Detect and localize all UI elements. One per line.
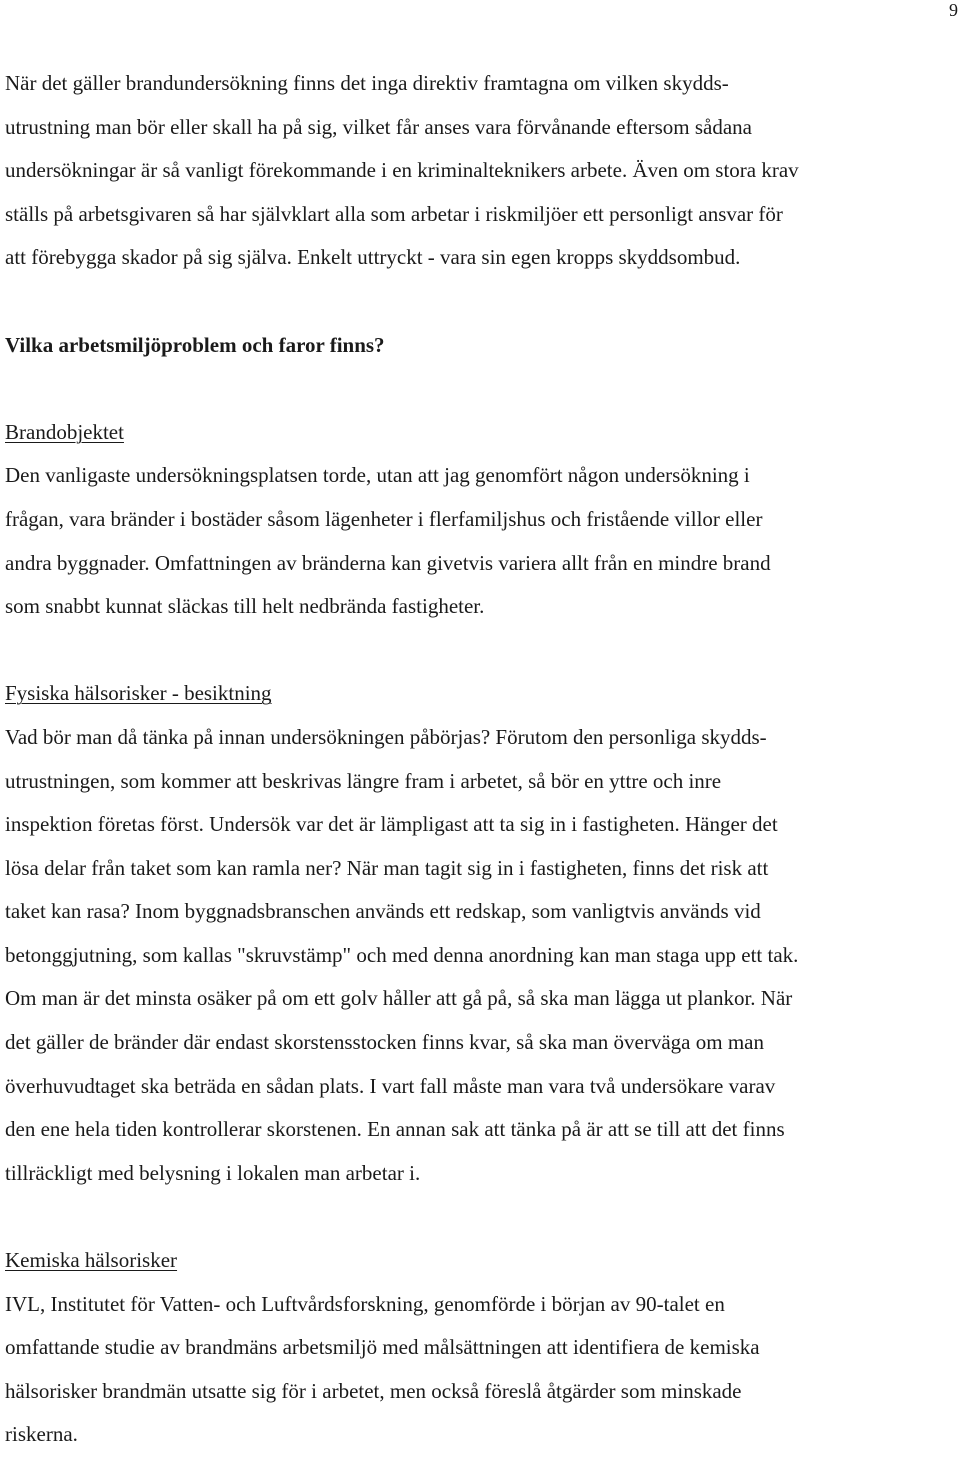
section-heading: Vilka arbetsmiljöproblem och faror finns? (5, 332, 385, 357)
document-body (5, 62, 960, 1457)
section-fysiska-halsorisker (5, 672, 960, 1195)
section-paragraph (5, 454, 960, 628)
text-line: som snabbt kunnat släckas till helt nedbrända fastigheter. (5, 594, 485, 619)
intro-paragraph (5, 62, 960, 280)
text-line: lösa delar från taket som kan ramla ner? När man tagit sig in i fastigheten, finns det risk att (5, 855, 769, 880)
text-line: undersökningar är så vanligt förekommande i en kriminalteknikers arbete. Även om stora krav (5, 158, 799, 183)
text-line: IVL, Institutet för Vatten- och Luftvårdsforskning, genomförde i början av 90-talet en (5, 1291, 725, 1316)
text-line: den ene hela tiden kontrollerar skorstenen. En annan sak att tänka på är att se till att det finns (5, 1117, 785, 1142)
subsection-heading: Fysiska hälsorisker - besiktning (5, 681, 272, 706)
text-line: utrustning man bör eller skall ha på sig, vilket får anses vara förvånande eftersom sådana (5, 114, 752, 139)
text-line: tillräckligt med belysning i lokalen man arbetar i. (5, 1160, 421, 1185)
text-line: att förebygga skador på sig själva. Enkelt uttryckt - vara sin egen kropps skyddsombud. (5, 245, 741, 270)
text-line: andra byggnader. Omfattningen av bränderna kan givetvis variera allt från en mindre brand (5, 550, 771, 575)
page-number: 9 (949, 0, 958, 20)
text-line: Om man är det minsta osäker på om ett golv håller att gå på, så ska man lägga ut plankor. När (5, 986, 793, 1011)
paragraph-gap (5, 367, 960, 411)
paragraph-gap (5, 1195, 960, 1239)
text-line: taket kan rasa? Inom byggnadsbranschen används ett redskap, som vanligtvis används vid (5, 899, 761, 924)
text-line: frågan, vara bränder i bostäder såsom lägenheter i flerfamiljshus och fristående villor eller (5, 506, 763, 531)
subsection-heading: Brandobjektet (5, 419, 124, 444)
text-line: hälsorisker brandmän utsatte sig för i arbetet, men också föreslå åtgärder som minskade (5, 1378, 742, 1403)
subsection-heading: Kemiska hälsorisker (5, 1248, 178, 1273)
text-line: inspektion företas först. Undersök var det är lämpligast att ta sig in i fastigheten. Hänger det (5, 812, 778, 837)
paragraph-gap (5, 629, 960, 673)
section-brandobjektet (5, 411, 960, 629)
text-line: betonggjutning, som kallas "skruvstämp" och med denna anordning kan man staga upp ett tak. (5, 942, 799, 967)
text-line: det gäller de bränder där endast skorstensstocken finns kvar, så ska man överväga om man (5, 1030, 764, 1055)
section-paragraph (5, 1283, 960, 1457)
text-line: utrustningen, som kommer att beskrivas längre fram i arbetet, så bör en yttre och inre (5, 768, 722, 793)
text-line: Vad bör man då tänka på innan undersökningen påbörjas? Förutom den personliga skydds- (5, 724, 767, 749)
paragraph-gap (5, 280, 960, 324)
text-line: riskerna. (5, 1422, 78, 1447)
text-line: omfattande studie av brandmäns arbetsmiljö med målsättningen att identifiera de kemiska (5, 1335, 760, 1360)
section-kemiska-halsorisker (5, 1239, 960, 1457)
section-paragraph (5, 716, 960, 1196)
text-line: överhuvudtaget ska beträda en sådan plats. I vart fall måste man vara två undersökare varav (5, 1073, 776, 1098)
text-line: Den vanligaste undersökningsplatsen torde, utan att jag genomfört någon undersökning i (5, 463, 750, 488)
text-line: ställs på arbetsgivaren så har självklart alla som arbetar i riskmiljöer ett personligt ansvar för (5, 201, 783, 226)
text-line: När det gäller brandundersökning finns det inga direktiv framtagna om vilken skydds- (5, 71, 729, 95)
